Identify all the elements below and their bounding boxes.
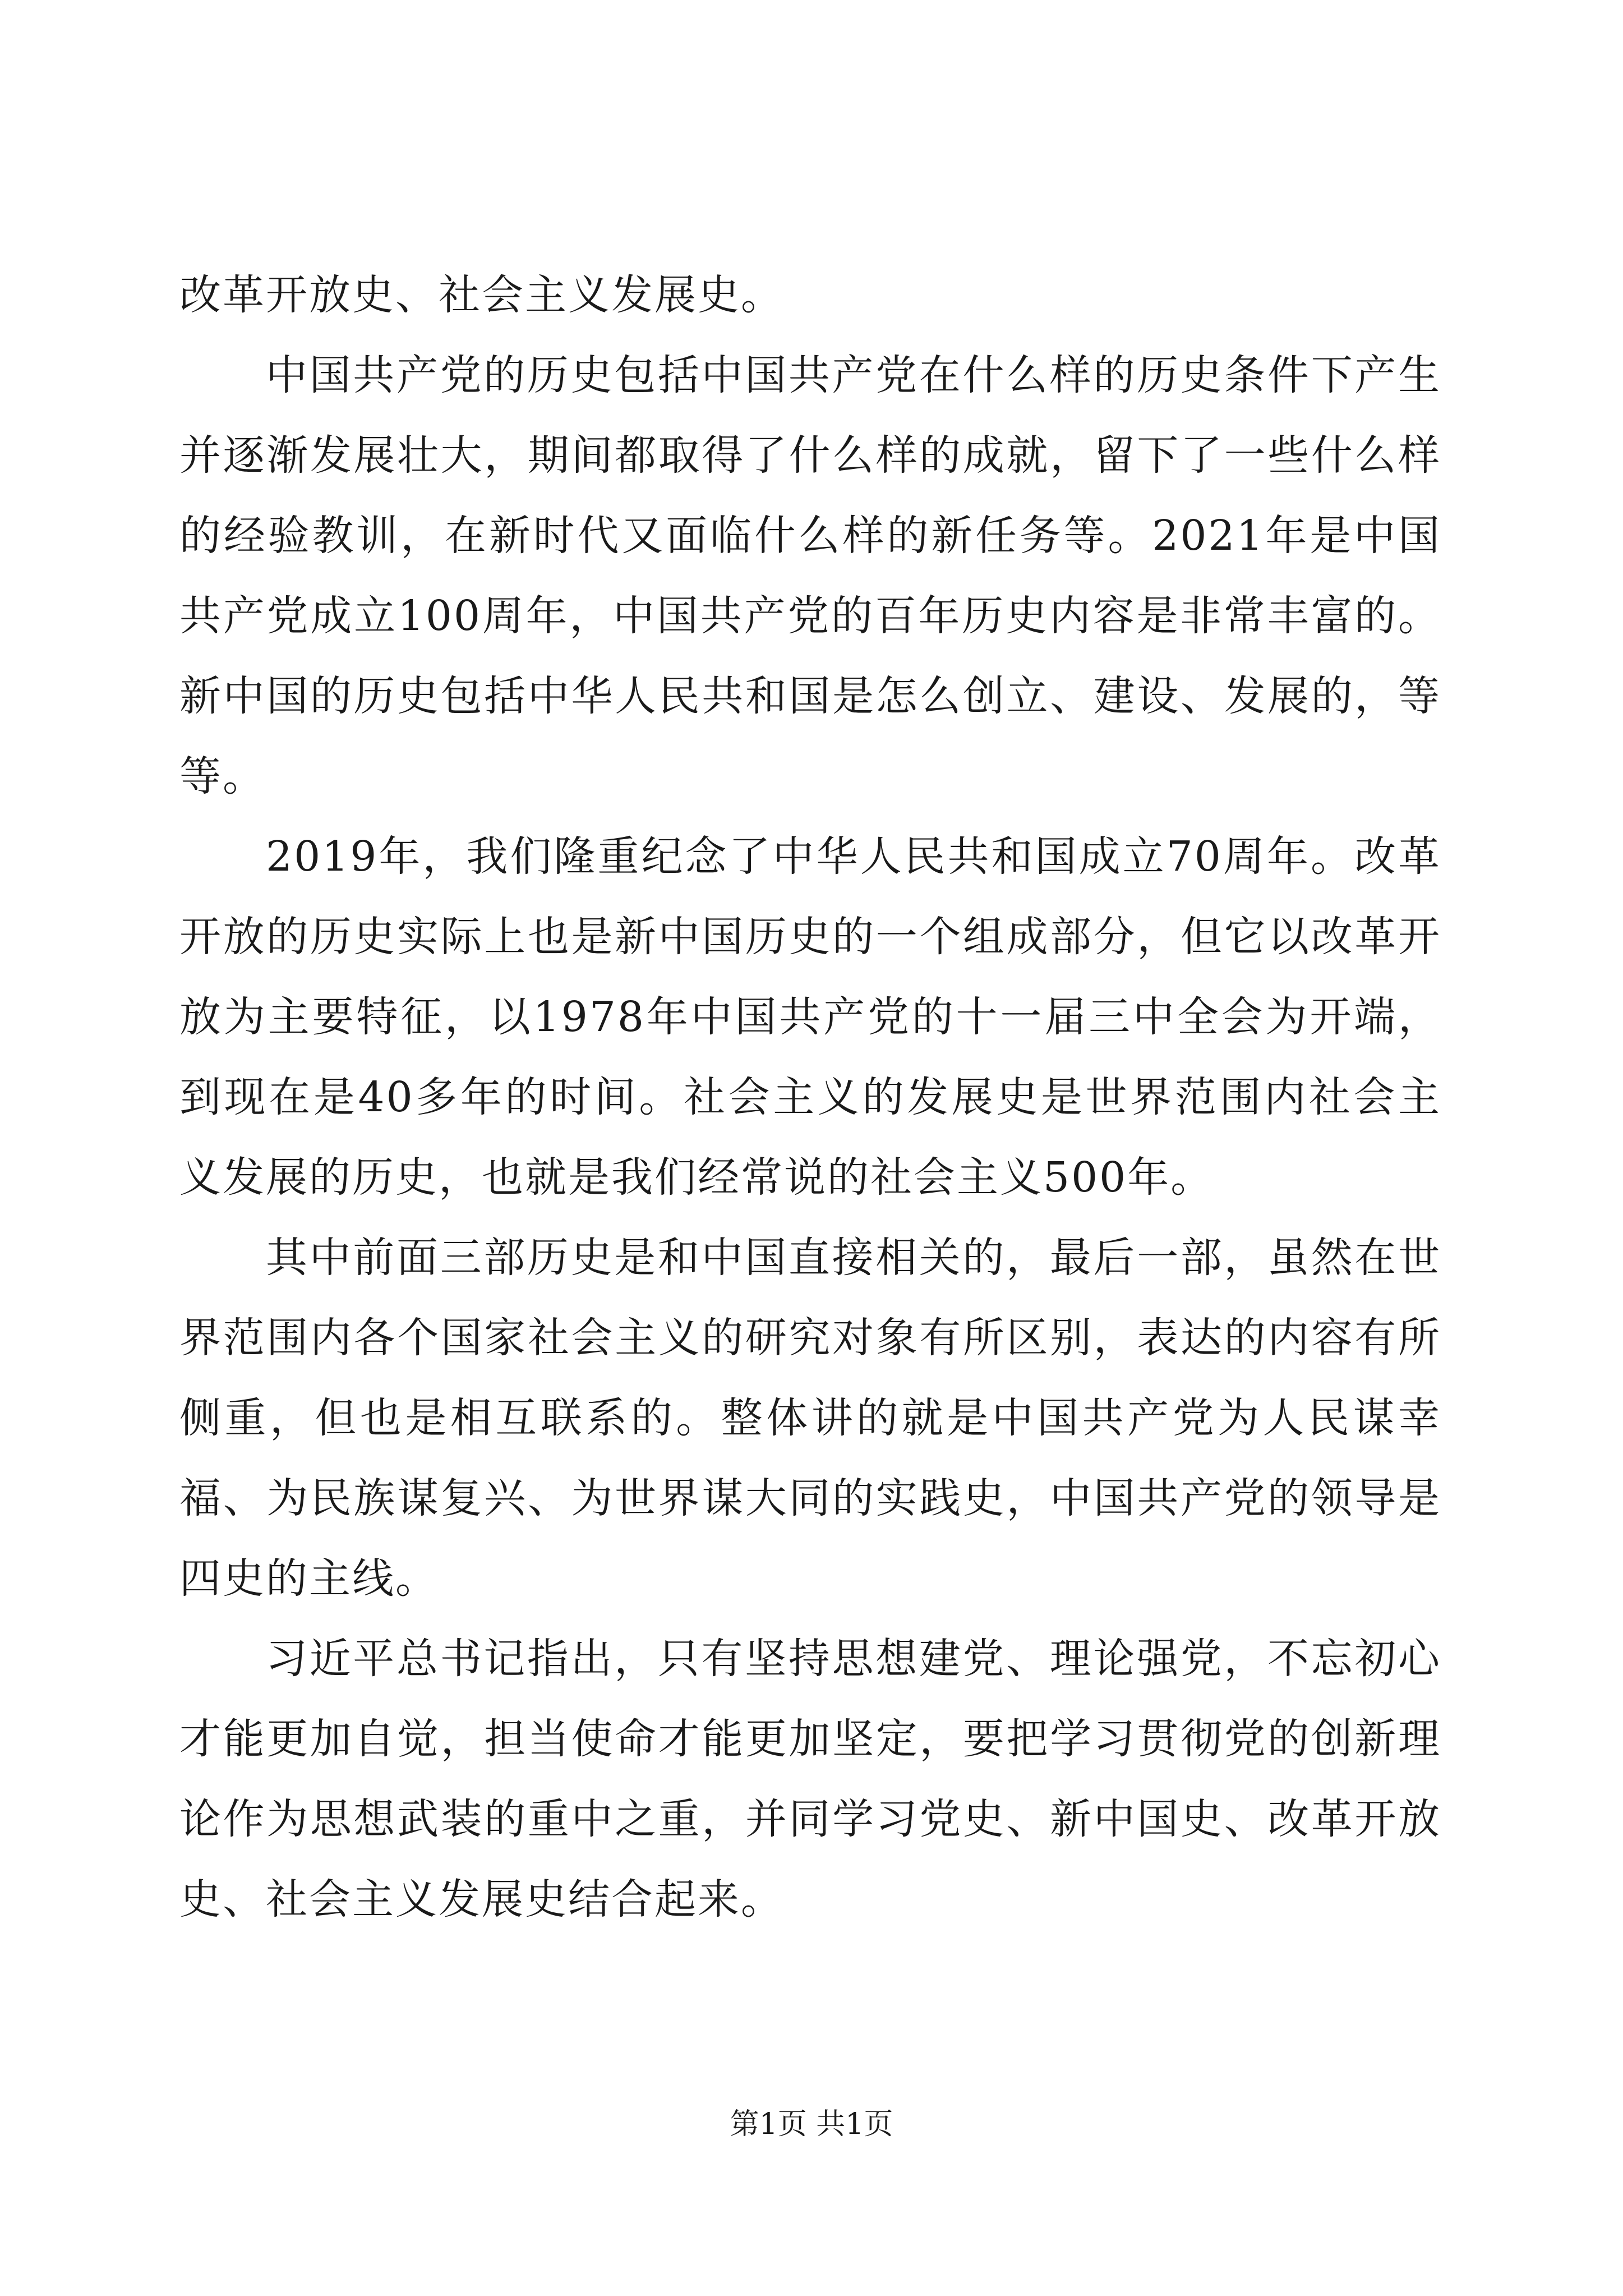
paragraph-party-history: 中国共产党的历史包括中国共产党在什么样的历史条件下产生并逐渐发展壮大，期间都取得了什么样的成就，留下了一些什么样的经验教训，在新时代又面临什么样的新任务等。2021年是中国共产党成立100周年，中国共产党的百年历史内容是非常丰富的。新中国的历史包括中华人民共和国是怎么创立、建设、发展的，等等。	[179, 351, 1441, 800]
paragraph-xi-quote: 习近平总书记指出，只有坚持思想建党、理论强党，不忘初心才能更加自觉，担当使命才能更加坚定，要把学习贯彻党的创新理论作为思想武装的重中之重，并同学习党史、新中国史、改革开放史、社会主义发展史结合起来。	[179, 1635, 1441, 1924]
paragraph-four-histories: 其中前面三部历史是和中国直接相关的，最后一部，虽然在世界范围内各个国家社会主义的研究对象有所区别，表达的内容有所侧重，但也是相互联系的。整体讲的就是中国共产党为人民谋幸福、为民族谋复兴、为世界谋大同的实践史，中国共产党的领导是四史的主线。	[179, 1234, 1441, 1603]
paragraph-continuation: 改革开放史、社会主义发展史。	[179, 271, 784, 319]
page-number-footer: 第1页 共1页	[730, 2108, 893, 2141]
paragraph-reform-history: 2019年，我们隆重纪念了中华人民共和国成立70周年。改革开放的历史实际上也是新中国历史的一个组成部分，但它以改革开放为主要特征，以1978年中国共产党的十一届三中全会为开端，到现在是40多年的时间。社会主义的发展史是世界范围内社会主义发展的历史，也就是我们经常说的社会主义500年。	[179, 832, 1441, 1202]
document-body	[179, 255, 1441, 1940]
